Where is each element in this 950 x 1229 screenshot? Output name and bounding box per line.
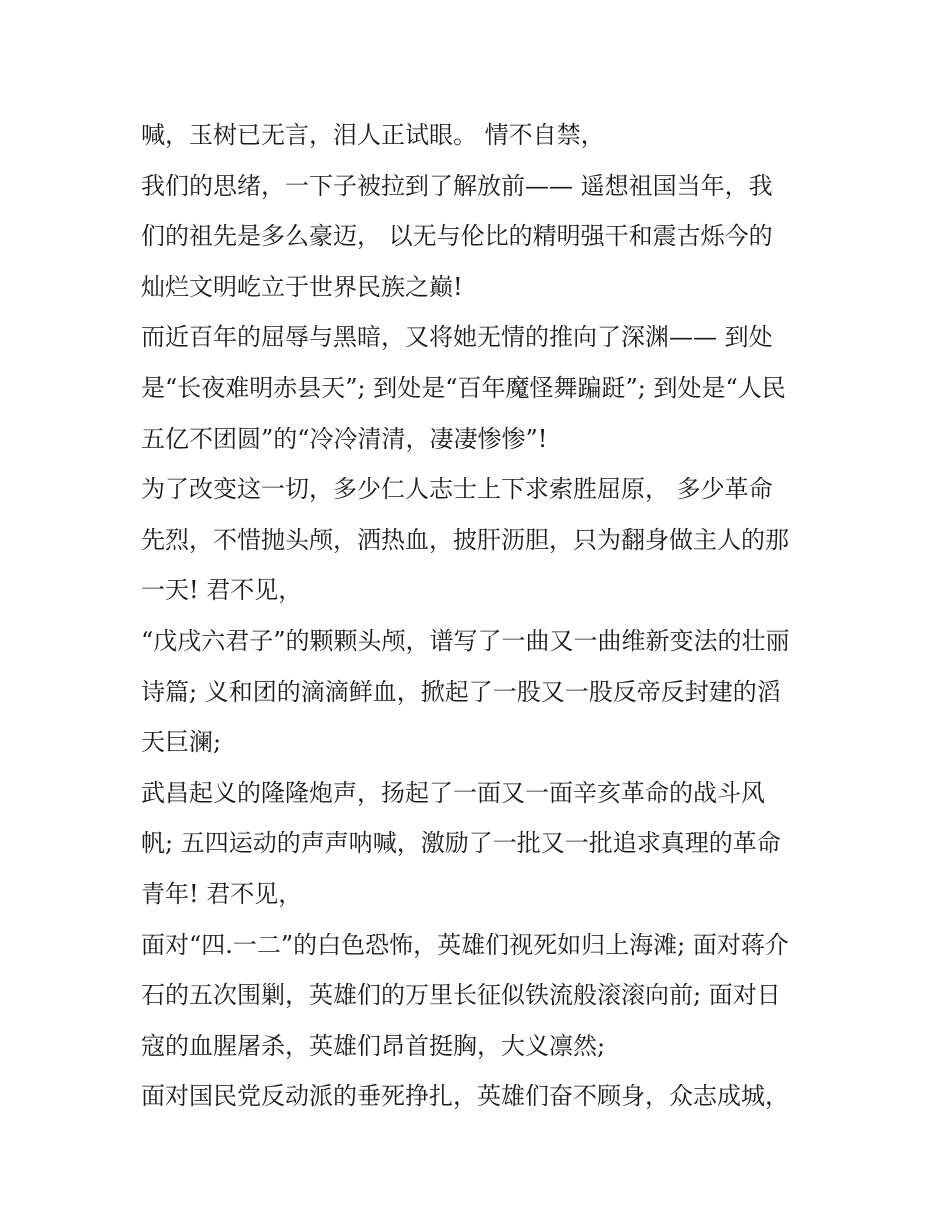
text-line: 是“长夜难明赤县天”; 到处是“百年魔怪舞蹁跹”; 到处是“人民 [141,373,786,402]
text-line: 石的五次围剿，英雄们的万里长征似铁流般滚滚向前; 面对日 [141,981,781,1010]
text-line: 武昌起义的隆隆炮声，扬起了一面又一面辛亥革命的战斗风 [141,778,765,807]
text-line: 五亿不团圆”的“冷冷清清，凄凄惨惨”! [141,424,548,453]
text-line: “戊戌六君子”的颗颗头颅，谱写了一曲又一曲维新变法的壮丽 [141,626,790,655]
text-line: 为了改变这一切，多少仁人志士上下求索胜屈原， 多少革命 [141,475,773,504]
text-line: 天巨澜; [141,728,222,757]
text-line: 面对“四.一二”的白色恐怖，英雄们视死如归上海滩; 面对蒋介 [141,930,789,959]
text-line: 喊，玉树已无言，泪人正试眼。 情不自禁， [141,121,605,149]
text-line: 们的祖先是多么豪迈， 以无与伦比的精明强干和震古烁今的 [141,222,773,251]
text-line: 诗篇; 义和团的滴滴鲜血，掀起了一股又一股反帝反封建的滔 [141,677,781,706]
text-line: 青年! 君不见， [141,879,303,908]
text-line: 先烈，不惜抛头颅，洒热血，披肝沥胆，只为翻身做主人的那 [141,525,789,554]
document-body [141,110,813,1122]
text-line: 我们的思绪，一下子被拉到了解放前—— 遥想祖国当年，我 [141,171,773,200]
text-line: 帆; 五四运动的声声呐喊，激励了一批又一批追求真理的革命 [141,829,781,858]
text-line: 面对国民党反动派的垂死挣扎，英雄们奋不顾身，众志成城， [141,1082,789,1111]
text-line: 灿烂文明屹立于世界民族之巅! [141,272,463,301]
text-line: 而近百年的屈辱与黑暗，又将她无情的推向了深渊—— 到处 [141,323,773,352]
text-line: 寇的血腥屠杀，英雄们昂首挺胸，大义凛然; [141,1031,606,1060]
text-line: 一天! 君不见， [141,576,303,605]
